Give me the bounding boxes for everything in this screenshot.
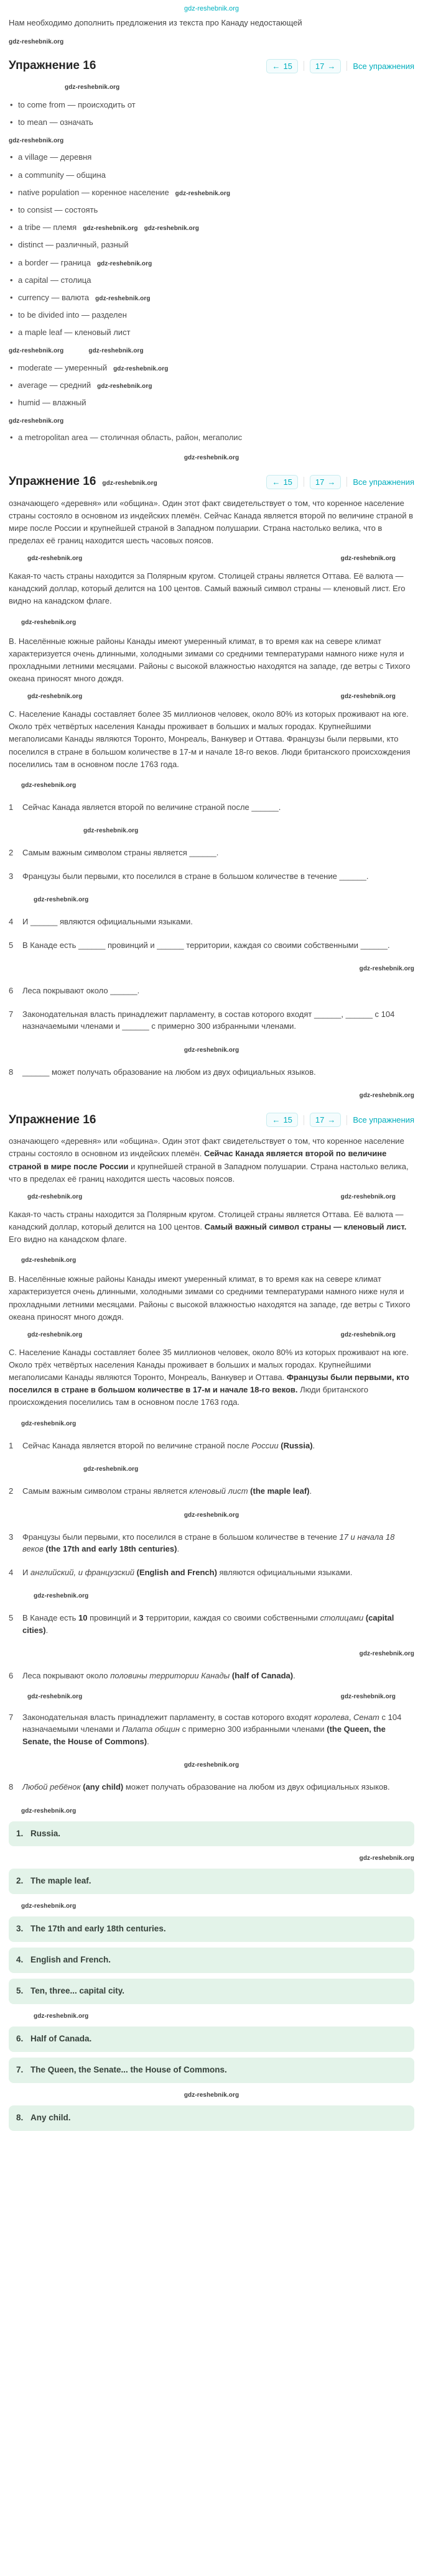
question-number: 1 bbox=[9, 802, 14, 812]
task-paragraph-a1: означающего «деревня» или «община». Один этот факт свидетельствует о том, что коренное население страны состояло в основном из индейских племён. Сейчас Канада является второй по величине страной в мире после России и крупнейшей страной в Западном полушарии. Страна настолько велика, что в пределах её границ находится шесть часовых поясов. bbox=[9, 498, 414, 546]
answer-number: 2 bbox=[9, 1486, 14, 1496]
watermark-row bbox=[9, 451, 414, 462]
summary-text: Russia. bbox=[30, 1828, 61, 1838]
watermark: gdz-reshebnik.org bbox=[27, 555, 83, 563]
watermark: gdz-reshebnik.org bbox=[9, 347, 64, 355]
vocab-term: currency — валюта bbox=[18, 292, 90, 302]
vocab-item bbox=[9, 292, 414, 303]
summary-text: English and French. bbox=[30, 1955, 111, 1965]
watermark: gdz-reshebnik.org bbox=[27, 693, 83, 701]
question-text: Законодательная власть принадлежит парламенту, в состав которого входят ______, ______ с 104 назначаемыми членами и ______ с примерно 300 избранными членами. bbox=[22, 1009, 395, 1031]
vocab-item bbox=[9, 310, 414, 321]
watermark-row bbox=[34, 893, 414, 904]
watermark: gdz-reshebnik.org bbox=[359, 965, 414, 973]
question-item bbox=[9, 847, 414, 859]
summary-text: The Queen, the Senate... the House of Commons. bbox=[30, 2064, 227, 2074]
vocab-item bbox=[9, 362, 414, 374]
watermark-row bbox=[9, 693, 414, 700]
prev-exercise-button[interactable] bbox=[266, 1113, 297, 1127]
nav-divider bbox=[346, 61, 347, 71]
answer-number: 5 bbox=[9, 1613, 14, 1623]
vocab-item bbox=[9, 205, 414, 216]
vocab-item bbox=[9, 187, 414, 198]
exercise-nav bbox=[266, 1113, 414, 1127]
questions-list bbox=[9, 801, 414, 1079]
watermark: gdz-reshebnik.org bbox=[34, 1593, 89, 1600]
exercise-header-1 bbox=[9, 59, 414, 73]
prev-exercise-button[interactable] bbox=[266, 59, 297, 73]
watermark-row bbox=[9, 1194, 414, 1200]
vocab-term: average — средний bbox=[18, 380, 91, 390]
exercise-title-wrap bbox=[9, 59, 96, 73]
nav-divider bbox=[346, 1115, 347, 1125]
question-number: 7 bbox=[9, 1009, 14, 1019]
question-text: В Канаде есть ______ провинций и ______ территории, каждая со своими собственными ______. bbox=[22, 940, 390, 950]
answer-number: 8 bbox=[9, 1782, 14, 1792]
watermark-row bbox=[65, 81, 414, 92]
watermark: gdz-reshebnik.org bbox=[27, 1331, 83, 1338]
all-exercises-link[interactable]: Все упражнения bbox=[353, 1115, 414, 1125]
vocab-item bbox=[9, 432, 414, 443]
solution-paragraph-c: C. Население Канады составляет более 35 миллионов человек, около 80% из которых проживают на юге. Около трёх четвёртых населения Канады проживает в больших и малых городах. Крупнейшими мегаполисами Канады являются Торонто, Монреаль, Ванкувер и Оттава. Французы были первыми, кто поселился в стране в большом количестве в 17-м и начале 18-го веков. Люди британского происхождения поселились там в основном после 1763 года. bbox=[9, 1347, 409, 1407]
answer-item bbox=[9, 1711, 414, 1748]
watermark: gdz-reshebnik.org bbox=[65, 83, 120, 91]
watermark: gdz-reshebnik.org bbox=[340, 1693, 396, 1700]
watermark: gdz-reshebnik.org bbox=[34, 896, 89, 904]
watermark: gdz-reshebnik.org bbox=[9, 418, 64, 425]
watermark: gdz-reshebnik.org bbox=[27, 1693, 83, 1700]
exercise-header-2 bbox=[9, 475, 414, 489]
exercise-title: Упражнение 16 bbox=[9, 59, 96, 73]
answer-item bbox=[9, 1566, 414, 1579]
question-text: Сейчас Канада является второй по величине страной после ______. bbox=[22, 802, 281, 812]
summary-text: The maple leaf. bbox=[30, 1876, 91, 1886]
watermark: gdz-reshebnik.org bbox=[83, 225, 138, 232]
answer-summary-row bbox=[9, 1948, 414, 1973]
answer-item bbox=[9, 1612, 414, 1636]
prev-exercise-button[interactable] bbox=[266, 475, 297, 489]
solution-paragraph-a2: Какая-то часть страны находится за Полярным кругом. Столицей страны является Оттава. Её валюта — канадский доллар, который делится на 100 центов. Самый важный символ страны — кленовый лист. Его видно на канадском флаге. bbox=[9, 1209, 407, 1244]
prev-exercise-number: 15 bbox=[283, 477, 292, 487]
answer-summary-row bbox=[9, 1979, 414, 2004]
watermark: gdz-reshebnik.org bbox=[340, 1193, 396, 1200]
answer-summary-row bbox=[9, 2026, 414, 2052]
vocab-term: a tribe — племя bbox=[18, 223, 77, 232]
watermark-row bbox=[9, 2089, 414, 2100]
watermark-row bbox=[9, 1693, 414, 1700]
watermark: gdz-reshebnik.org bbox=[340, 1331, 396, 1338]
question-text: Самым важным символом страны является ______. bbox=[22, 848, 219, 858]
solution-paragraph-b: B. Населённые южные районы Канады имеют умеренный климат, в то время как на севере климат характеризуется очень длинными, холодными зимами со средними температурами намного ниже нуля и прохладными летними месяцами. Районы с высокой влажностью находятся на западе, где ветры с Тихого океана приносят много дождя. bbox=[9, 1274, 411, 1322]
watermark: gdz-reshebnik.org bbox=[184, 2091, 239, 2099]
watermark: gdz-reshebnik.org bbox=[21, 1420, 77, 1427]
prev-exercise-number: 15 bbox=[283, 1115, 292, 1125]
watermark-row bbox=[9, 1759, 414, 1770]
watermark: gdz-reshebnik.org bbox=[21, 1903, 77, 1910]
vocab-term: moderate — умеренный bbox=[18, 362, 108, 372]
vocab-term: to mean — означать bbox=[18, 117, 93, 127]
watermark-row bbox=[83, 824, 414, 835]
watermark-row bbox=[9, 1044, 414, 1055]
vocab-term: native population — коренное население bbox=[18, 187, 169, 197]
vocab-item bbox=[9, 152, 414, 163]
exercise-nav bbox=[266, 59, 414, 73]
exercise-title: Упражнение 16 bbox=[9, 1113, 96, 1126]
vocab-term: to be divided into — разделен bbox=[18, 310, 127, 320]
summary-text: Ten, three... capital city. bbox=[30, 1986, 125, 1996]
summary-text: Any child. bbox=[30, 2112, 71, 2122]
watermark-row bbox=[9, 962, 414, 973]
answer-summary-row bbox=[9, 1869, 414, 1894]
watermark: gdz-reshebnik.org bbox=[113, 365, 169, 372]
watermark: gdz-reshebnik.org bbox=[184, 1511, 239, 1519]
watermark-row bbox=[21, 1900, 414, 1911]
next-exercise-button[interactable] bbox=[310, 475, 341, 489]
question-item bbox=[9, 1066, 414, 1079]
watermark: gdz-reshebnik.org bbox=[184, 454, 239, 461]
watermark-row bbox=[21, 1254, 414, 1265]
watermark: gdz-reshebnik.org bbox=[184, 1762, 239, 1769]
answer-text: В Канаде есть 10 провинций и 3 территории, каждая со своими собственными столицами (capital cities). bbox=[22, 1613, 394, 1635]
top-watermark-link[interactable]: gdz-reshebnik.org bbox=[184, 5, 239, 12]
left-arrow-icon: ← bbox=[272, 477, 281, 487]
summary-number: 1. bbox=[16, 1828, 24, 1838]
watermark: gdz-reshebnik.org bbox=[175, 190, 231, 197]
summary-number: 2. bbox=[16, 1876, 24, 1886]
intro-text: Нам необходимо дополнить предложения из текста про Канаду недостающей bbox=[9, 18, 302, 27]
right-arrow-icon: → bbox=[327, 477, 336, 487]
watermark: gdz-reshebnik.org bbox=[96, 260, 152, 267]
vocab-item bbox=[9, 99, 414, 111]
watermark: gdz-reshebnik.org bbox=[83, 1466, 139, 1473]
vocab-term: a maple leaf — кленовый лист bbox=[18, 328, 131, 338]
answer-item bbox=[9, 1670, 414, 1682]
summary-number: 3. bbox=[16, 1924, 24, 1934]
answer-item bbox=[9, 1531, 414, 1555]
watermark: gdz-reshebnik.org bbox=[21, 781, 77, 789]
task-paragraph-c: C. Население Канады составляет более 35 миллионов человек, около 80% из которых проживают на юге. Около трёх четвёртых населения Канады проживает в больших и малых городах. Крупнейшими мегаполисами Канады являются Торонто, Монреаль, Ванкувер и Оттава. Французы были первыми, кто поселился в стране в большом количестве в 17-м и начале 18-го веков. Люди британского происхождения поселились там в основном после 1763 года. bbox=[9, 709, 411, 769]
vocab-item bbox=[9, 222, 414, 233]
watermark: gdz-reshebnik.org bbox=[27, 1193, 83, 1200]
solution-paragraph-a1: означающего «деревня» или «община». Один этот факт свидетельствует о том, что коренное население страны состояло в основном из индейских племён. Сейчас Канада является второй по величине страной в мире после России и крупнейшей страной в Западном полушарии. Страна настолько велика, что в пределах её границ находится шесть часовых поясов. bbox=[9, 1136, 409, 1184]
watermark-row bbox=[21, 1805, 414, 1816]
watermark-row bbox=[83, 1463, 414, 1474]
vocab-term: a border — граница bbox=[18, 257, 91, 267]
answers-list bbox=[9, 1440, 414, 1793]
answer-number: 7 bbox=[9, 1712, 14, 1722]
watermark-row bbox=[21, 779, 414, 790]
question-number: 6 bbox=[9, 986, 14, 996]
answer-number: 1 bbox=[9, 1440, 14, 1450]
summary-number: 4. bbox=[16, 1955, 24, 1965]
summary-text: Half of Canada. bbox=[30, 2034, 92, 2044]
question-item bbox=[9, 1008, 414, 1033]
vocab-item bbox=[9, 327, 414, 338]
watermark-row bbox=[21, 616, 414, 627]
vocab-term: humid — влажный bbox=[18, 398, 86, 408]
vocabulary-list bbox=[9, 99, 414, 444]
watermark: gdz-reshebnik.org bbox=[9, 137, 64, 145]
watermark: gdz-reshebnik.org bbox=[359, 1855, 414, 1862]
watermark-row bbox=[9, 1852, 414, 1863]
watermark-row bbox=[9, 344, 414, 356]
question-item bbox=[9, 870, 414, 883]
answer-summary-row bbox=[9, 2058, 414, 2083]
watermark: gdz-reshebnik.org bbox=[21, 1807, 77, 1815]
vocab-term: a village — деревня bbox=[18, 152, 92, 162]
summary-number: 6. bbox=[16, 2034, 24, 2044]
question-item bbox=[9, 939, 414, 952]
next-exercise-number: 17 bbox=[315, 61, 325, 71]
watermark: gdz-reshebnik.org bbox=[9, 38, 64, 45]
answer-text: Самым важным символом страны является кленовый лист (the maple leaf). bbox=[22, 1486, 312, 1496]
watermark-row bbox=[21, 1417, 414, 1428]
watermark: gdz-reshebnik.org bbox=[83, 827, 139, 835]
question-item bbox=[9, 801, 414, 814]
watermark-row bbox=[9, 1509, 414, 1520]
watermark-row bbox=[34, 2010, 414, 2021]
next-exercise-button[interactable] bbox=[310, 59, 341, 73]
watermark-row bbox=[9, 555, 414, 562]
vocab-term: a capital — столица bbox=[18, 275, 91, 285]
watermark: gdz-reshebnik.org bbox=[21, 1257, 77, 1264]
answer-item bbox=[9, 1781, 414, 1793]
answer-item bbox=[9, 1485, 414, 1497]
task-paragraph-a2: Какая-то часть страны находится за Полярным кругом. Столицей страны является Оттава. Её валюта — канадский доллар, который делится на 100 центов. Самый важный символ страны — кленовый лист. Его видно на канадском флаге. bbox=[9, 571, 406, 606]
answer-number: 6 bbox=[9, 1671, 14, 1681]
exercise-title-wrap bbox=[9, 475, 157, 489]
answer-number: 4 bbox=[9, 1567, 14, 1577]
vocab-term: distinct — различный, разный bbox=[18, 240, 129, 250]
answer-item bbox=[9, 1440, 414, 1452]
vocab-item bbox=[9, 380, 414, 391]
answer-summary-row bbox=[9, 1916, 414, 1942]
answer-text: Любой ребёнок (any child) может получать образование на любом из двух официальных языков. bbox=[22, 1782, 390, 1792]
vocab-term: to consist — состоять bbox=[18, 205, 98, 214]
question-text: ______ может получать образование на любом из двух официальных языков. bbox=[22, 1067, 316, 1077]
watermark-row bbox=[9, 1332, 414, 1338]
watermark-row bbox=[9, 1647, 414, 1658]
exercise-header-3 bbox=[9, 1113, 414, 1127]
watermark: gdz-reshebnik.org bbox=[340, 555, 396, 563]
vocab-item bbox=[9, 257, 414, 269]
vocab-term: a metropolitan area — столичная область, район, мегаполис bbox=[18, 433, 243, 443]
watermark-row bbox=[34, 1589, 414, 1601]
right-arrow-icon: → bbox=[327, 1115, 336, 1125]
vocab-term: a community — община bbox=[18, 170, 106, 180]
vocab-item bbox=[9, 117, 414, 128]
watermark: gdz-reshebnik.org bbox=[184, 1046, 239, 1054]
vocab-item bbox=[9, 275, 414, 286]
watermark: gdz-reshebnik.org bbox=[102, 480, 157, 487]
watermark-row bbox=[9, 134, 414, 145]
exercise-title: Упражнение 16 bbox=[9, 475, 96, 489]
summary-text: The 17th and early 18th centuries. bbox=[30, 1924, 166, 1934]
answer-text: Законодательная власть принадлежит парламенту, в состав которого входят королева, Сенат с 104 назначаемыми членами и Палата общин с примерно 300 избранными членами (the Queen, the Senate, the House of Commons). bbox=[22, 1712, 402, 1746]
question-text: Леса покрывают около ______. bbox=[22, 986, 140, 996]
question-number: 4 bbox=[9, 917, 14, 927]
answer-text: Леса покрывают около половины территории Канады (half of Canada). bbox=[22, 1671, 295, 1681]
nav-divider bbox=[346, 477, 347, 487]
watermark-row bbox=[9, 35, 414, 47]
exercise-nav bbox=[266, 475, 414, 489]
left-arrow-icon: ← bbox=[272, 1115, 281, 1125]
watermark: gdz-reshebnik.org bbox=[359, 1650, 414, 1658]
task-paragraph-b: B. Населённые южные районы Канады имеют умеренный климат, в то время как на севере климат характеризуется очень длинными, холодными зимами со средними температурами намного ниже нуля и прохладными летними месяцами. Районы с высокой влажностью находятся на западе, где ветры с Тихого океана приносят много дождя. bbox=[9, 636, 411, 683]
question-item bbox=[9, 916, 414, 928]
vocab-term: to come from — происходить от bbox=[18, 99, 136, 109]
watermark: gdz-reshebnik.org bbox=[359, 1092, 414, 1100]
answer-summary-row bbox=[9, 2105, 414, 2131]
summary-number: 7. bbox=[16, 2064, 24, 2074]
next-exercise-button[interactable] bbox=[310, 1113, 341, 1127]
right-arrow-icon: → bbox=[327, 61, 336, 71]
summary-number: 5. bbox=[16, 1986, 24, 1996]
watermark: gdz-reshebnik.org bbox=[21, 619, 77, 626]
question-number: 5 bbox=[9, 940, 14, 950]
vocab-item bbox=[9, 239, 414, 251]
vocab-item bbox=[9, 397, 414, 408]
next-exercise-number: 17 bbox=[315, 1115, 325, 1125]
answer-text: Сейчас Канада является второй по величине страной после России (Russia). bbox=[22, 1440, 315, 1450]
watermark: gdz-reshebnik.org bbox=[95, 295, 151, 302]
question-number: 3 bbox=[9, 871, 14, 881]
summary-number: 8. bbox=[16, 2112, 24, 2122]
question-text: И ______ являются официальными языками. bbox=[22, 917, 193, 927]
prev-exercise-number: 15 bbox=[283, 61, 292, 71]
all-exercises-link[interactable]: Все упражнения bbox=[353, 477, 414, 487]
answer-text: Французы были первыми, кто поселился в стране в большом количестве в течение 17 и начала 18 веков (the 17th and early 18th centuries). bbox=[22, 1532, 395, 1554]
all-exercises-link[interactable]: Все упражнения bbox=[353, 61, 414, 71]
answer-number: 3 bbox=[9, 1532, 14, 1542]
exercise-title-wrap bbox=[9, 1113, 96, 1127]
watermark: gdz-reshebnik.org bbox=[34, 2013, 89, 2020]
left-arrow-icon: ← bbox=[272, 61, 281, 71]
watermark-row bbox=[9, 415, 414, 426]
watermark: gdz-reshebnik.org bbox=[144, 225, 199, 232]
answer-summary-row bbox=[9, 1821, 414, 1847]
answer-text: И английский, и французский (English and French) являются официальными языками. bbox=[22, 1567, 353, 1577]
question-number: 2 bbox=[9, 848, 14, 858]
watermark: gdz-reshebnik.org bbox=[88, 347, 144, 355]
next-exercise-number: 17 bbox=[315, 477, 325, 487]
watermark: gdz-reshebnik.org bbox=[340, 693, 396, 701]
watermark-row bbox=[9, 1089, 414, 1100]
question-text: Французы были первыми, кто поселился в стране в большом количестве в течение ______. bbox=[22, 871, 369, 881]
answer-summary bbox=[9, 1821, 414, 2131]
watermark: gdz-reshebnik.org bbox=[97, 382, 152, 390]
question-item bbox=[9, 985, 414, 997]
vocab-item bbox=[9, 170, 414, 181]
question-number: 8 bbox=[9, 1067, 14, 1077]
